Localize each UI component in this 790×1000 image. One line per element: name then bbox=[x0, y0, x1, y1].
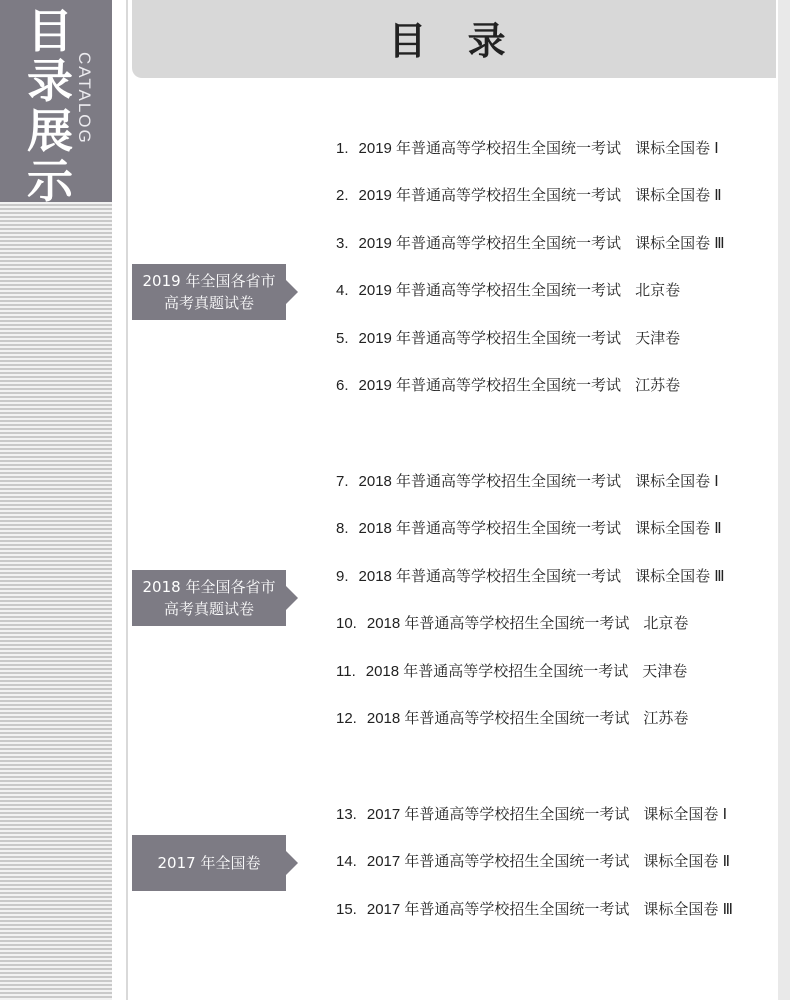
toc-item-title: 2018 年普通高等学校招生全国统一考试 bbox=[358, 520, 622, 537]
toc-item-subtitle: 天津卷 bbox=[642, 663, 688, 680]
toc-item-title: 2017 年普通高等学校招生全国统一考试 bbox=[366, 901, 630, 918]
toc-item-subtitle: 课标全国卷 Ⅰ bbox=[635, 140, 719, 157]
toc-item-title: 2018 年普通高等学校招生全国统一考试 bbox=[365, 663, 629, 680]
toc-item[interactable] bbox=[336, 517, 722, 538]
arrow-icon bbox=[286, 280, 298, 304]
section-label-text: 2018 年全国各省市高考真题试卷 bbox=[142, 578, 276, 618]
toc-item-subtitle: 课标全国卷 Ⅱ bbox=[635, 187, 722, 204]
toc-item[interactable] bbox=[336, 660, 687, 681]
toc-item[interactable] bbox=[336, 612, 688, 633]
toc-item-number: 11. bbox=[336, 663, 356, 680]
toc-item-number: 13. bbox=[336, 806, 357, 823]
toc-item-title: 2019 年普通高等学校招生全国统一考试 bbox=[358, 377, 622, 394]
page-title: 目 录 bbox=[388, 19, 520, 63]
toc-item-number: 5. bbox=[336, 330, 349, 347]
toc-item-subtitle: 江苏卷 bbox=[643, 710, 689, 727]
toc-item[interactable] bbox=[336, 803, 727, 824]
toc-item-subtitle: 课标全国卷 Ⅲ bbox=[635, 235, 725, 252]
toc-item-number: 1. bbox=[336, 140, 349, 157]
toc-item-title: 2018 年普通高等学校招生全国统一考试 bbox=[366, 710, 630, 727]
toc-item-title: 2019 年普通高等学校招生全国统一考试 bbox=[358, 235, 622, 252]
arrow-icon bbox=[286, 851, 298, 875]
toc-item-title: 2019 年普通高等学校招生全国统一考试 bbox=[358, 140, 622, 157]
toc-item[interactable] bbox=[336, 707, 688, 728]
toc-item-subtitle: 课标全国卷 Ⅰ bbox=[635, 473, 719, 490]
toc-item-title: 2017 年普通高等学校招生全国统一考试 bbox=[366, 853, 630, 870]
toc-item-number: 3. bbox=[336, 235, 349, 252]
toc-item-number: 2. bbox=[336, 187, 349, 204]
catalog-label: CATALOG bbox=[75, 52, 94, 145]
toc-item-title: 2018 年普通高等学校招生全国统一考试 bbox=[358, 473, 622, 490]
sidebar-title-char: 录 bbox=[27, 54, 73, 108]
toc-item-title: 2017 年普通高等学校招生全国统一考试 bbox=[366, 806, 630, 823]
toc-item-title: 2018 年普通高等学校招生全国统一考试 bbox=[366, 615, 630, 632]
toc-item-title: 2018 年普通高等学校招生全国统一考试 bbox=[358, 568, 622, 585]
sidebar-title-char: 目 bbox=[27, 4, 73, 58]
toc-item[interactable] bbox=[336, 279, 680, 300]
section-label-2018 bbox=[132, 570, 286, 626]
arrow-icon bbox=[286, 586, 298, 610]
sidebar-title-block bbox=[0, 0, 112, 208]
sidebar-title-char: 展 bbox=[27, 104, 73, 158]
section-label-text: 2017 年全国卷 bbox=[157, 854, 261, 872]
section-label-2019 bbox=[132, 264, 286, 320]
toc-item[interactable] bbox=[336, 850, 730, 871]
toc-item[interactable] bbox=[336, 565, 725, 586]
toc-item[interactable] bbox=[336, 327, 680, 348]
toc-item-number: 8. bbox=[336, 520, 349, 537]
toc-item-title: 2019 年普通高等学校招生全国统一考试 bbox=[358, 187, 622, 204]
toc-item-subtitle: 北京卷 bbox=[643, 615, 689, 632]
toc-item-subtitle: 北京卷 bbox=[635, 282, 681, 299]
section-label-2017 bbox=[132, 835, 286, 891]
toc-item[interactable] bbox=[336, 898, 733, 919]
toc-item-subtitle: 课标全国卷 Ⅱ bbox=[643, 853, 730, 870]
toc-item-subtitle: 课标全国卷 Ⅱ bbox=[635, 520, 722, 537]
sidebar-title bbox=[22, 6, 78, 206]
toc-item[interactable] bbox=[336, 470, 719, 491]
toc-item-title: 2019 年普通高等学校招生全国统一考试 bbox=[358, 282, 622, 299]
sidebar-title-char: 示 bbox=[27, 154, 73, 208]
toc-item-number: 4. bbox=[336, 282, 349, 299]
page-header bbox=[132, 0, 776, 78]
toc-item-subtitle: 江苏卷 bbox=[635, 377, 681, 394]
toc-item-subtitle: 天津卷 bbox=[635, 330, 681, 347]
toc-item-subtitle: 课标全国卷 Ⅰ bbox=[643, 806, 727, 823]
toc-item-number: 9. bbox=[336, 568, 349, 585]
section-label-text: 2019 年全国各省市高考真题试卷 bbox=[142, 272, 276, 312]
toc-item-number: 6. bbox=[336, 377, 349, 394]
toc-item-number: 14. bbox=[336, 853, 357, 870]
toc-item-number: 15. bbox=[336, 901, 357, 918]
toc-item-number: 7. bbox=[336, 473, 349, 490]
toc-item-number: 10. bbox=[336, 615, 357, 632]
toc-item[interactable] bbox=[336, 184, 722, 205]
toc-item-title: 2019 年普通高等学校招生全国统一考试 bbox=[358, 330, 622, 347]
toc-item[interactable] bbox=[336, 137, 719, 158]
gutter bbox=[112, 0, 126, 1000]
toc-item-subtitle: 课标全国卷 Ⅲ bbox=[635, 568, 725, 585]
toc-item-subtitle: 课标全国卷 Ⅲ bbox=[643, 901, 733, 918]
toc-item-number: 12. bbox=[336, 710, 357, 727]
toc-item[interactable] bbox=[336, 232, 725, 253]
toc-item[interactable] bbox=[336, 374, 680, 395]
